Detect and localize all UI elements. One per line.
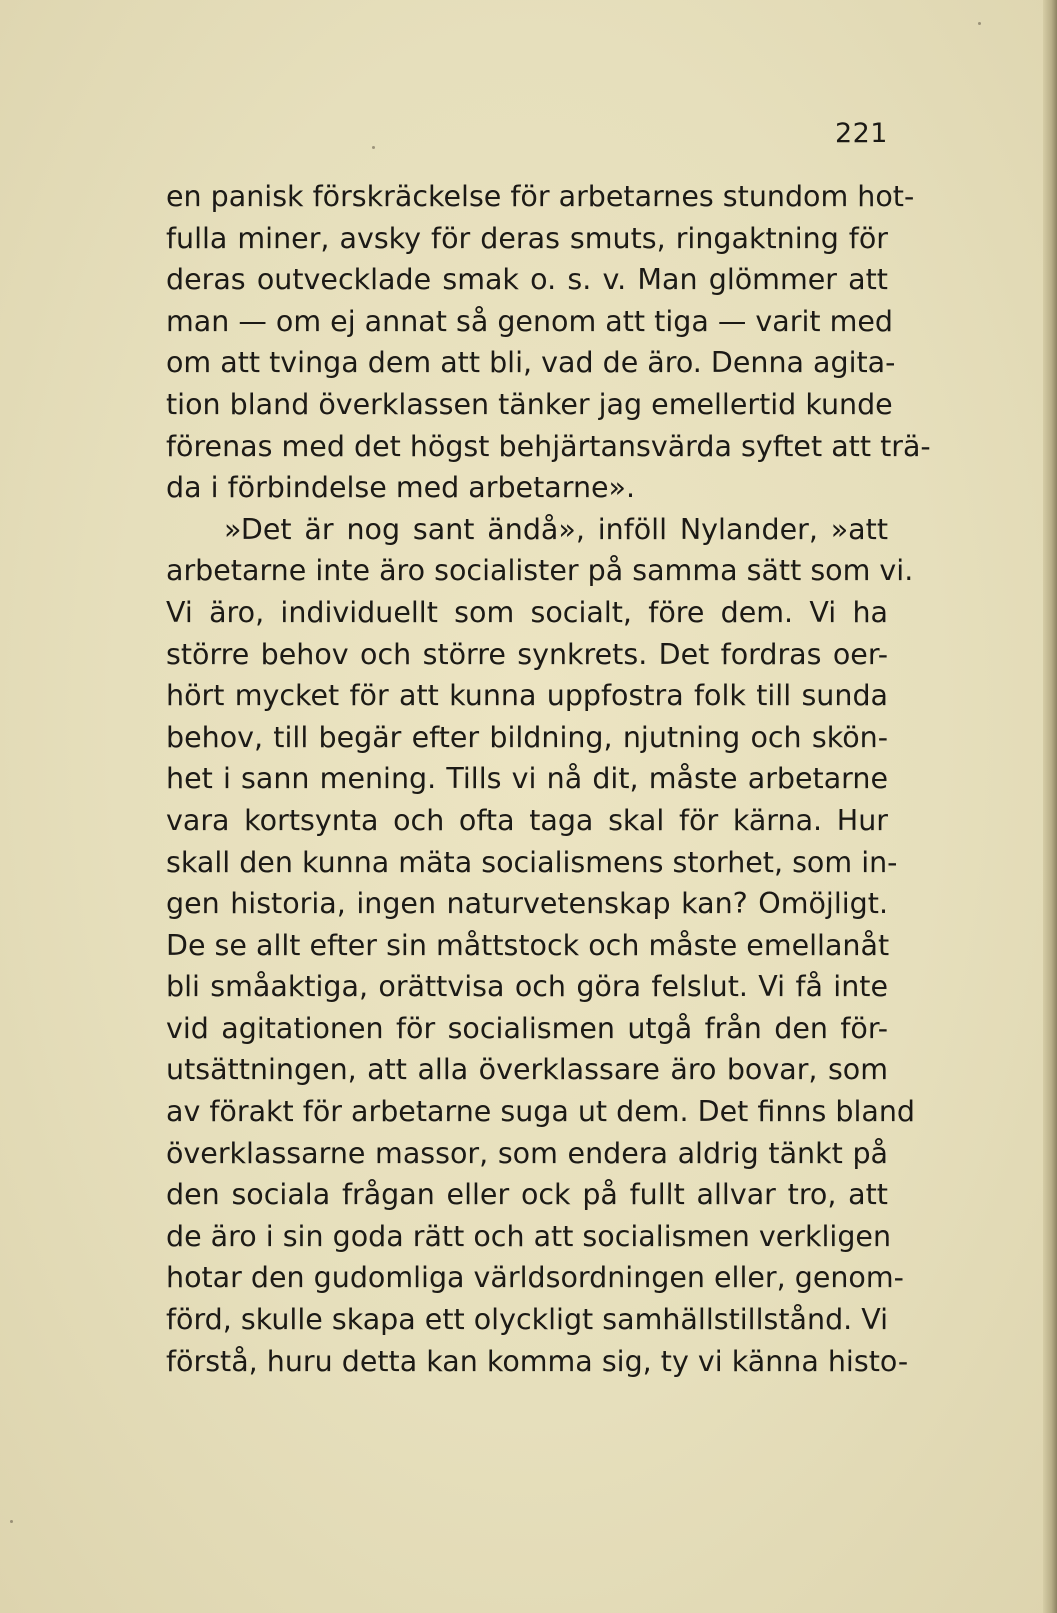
- text-line: bli småaktiga, orättvisa och göra felslut. Vi få inte: [166, 970, 888, 1004]
- text-line: om att tvinga dem att bli, vad de äro. Denna agita-: [166, 346, 896, 380]
- text-line: de äro i sin goda rätt och att socialismen verkligen: [166, 1219, 892, 1253]
- text-line: överklassarne massor, som endera aldrig tänkt på: [166, 1136, 888, 1170]
- text-line: förstå, huru detta kan komma sig, ty vi känna histo-: [166, 1344, 909, 1378]
- page-edge-shadow: [1043, 0, 1057, 1613]
- text-line: den sociala frågan eller ock på fullt allvar tro, att: [166, 1178, 888, 1212]
- text-line: tion bland överklassen tänker jag emellertid kunde: [166, 387, 893, 421]
- text-line: hotar den gudomliga världsordningen eller, genom-: [166, 1261, 904, 1295]
- text-line: vid agitationen för socialismen utgå från den för-: [166, 1011, 888, 1045]
- text-line: Vi äro, individuellt som socialt, före dem. Vi ha: [166, 595, 888, 629]
- text-line: da i förbindelse med arbetarne».: [166, 471, 636, 505]
- text-line: en panisk förskräckelse för arbetarnes stundom hot-: [166, 180, 915, 213]
- text-line: gen historia, ingen naturvetenskap kan? Omöjligt.: [166, 887, 888, 921]
- text-line: deras outvecklade smak o. s. v. Man glömmer att: [166, 263, 888, 297]
- text-line: »Det är nog sant ändå», inföll Nylander, »att: [224, 512, 888, 546]
- text-line: fulla miner, avsky för deras smuts, ringaktning för: [166, 221, 888, 255]
- text-line: De se allt efter sin måttstock och måste emellanåt: [166, 928, 890, 962]
- text-line: större behov och större synkrets. Det fordras oer-: [166, 637, 888, 671]
- paper-speck: [372, 146, 375, 149]
- text-line: av förakt för arbetarne suga ut dem. Det finns bland: [166, 1095, 916, 1129]
- body-text: [166, 176, 931, 1382]
- text-line: vara kortsynta och ofta taga skal för kärna. Hur: [166, 803, 888, 837]
- text-line: förd, skulle skapa ett olyckligt samhällstillstånd. Vi: [166, 1303, 889, 1337]
- text-line: behov, till begär efter bildning, njutning och skön-: [166, 720, 888, 754]
- text-line: man — om ej annat så genom att tiga — varit med: [166, 304, 894, 338]
- text-line: arbetarne inte äro socialister på samma sätt som vi.: [166, 554, 914, 588]
- text-line: skall den kunna mäta socialismens storhet, som in-: [166, 845, 898, 879]
- page-number: 221: [834, 118, 888, 149]
- text-line: hört mycket för att kunna uppfostra folk till sunda: [166, 679, 888, 713]
- paper-speck: [10, 1520, 13, 1523]
- paper-speck: [978, 22, 981, 25]
- text-line: utsättningen, att alla överklassare äro bovar, som: [166, 1053, 888, 1087]
- text-line: het i sann mening. Tills vi nå dit, måste arbetarne: [166, 762, 888, 796]
- text-line: förenas med det högst behjärtansvärda syftet att trä-: [166, 429, 931, 463]
